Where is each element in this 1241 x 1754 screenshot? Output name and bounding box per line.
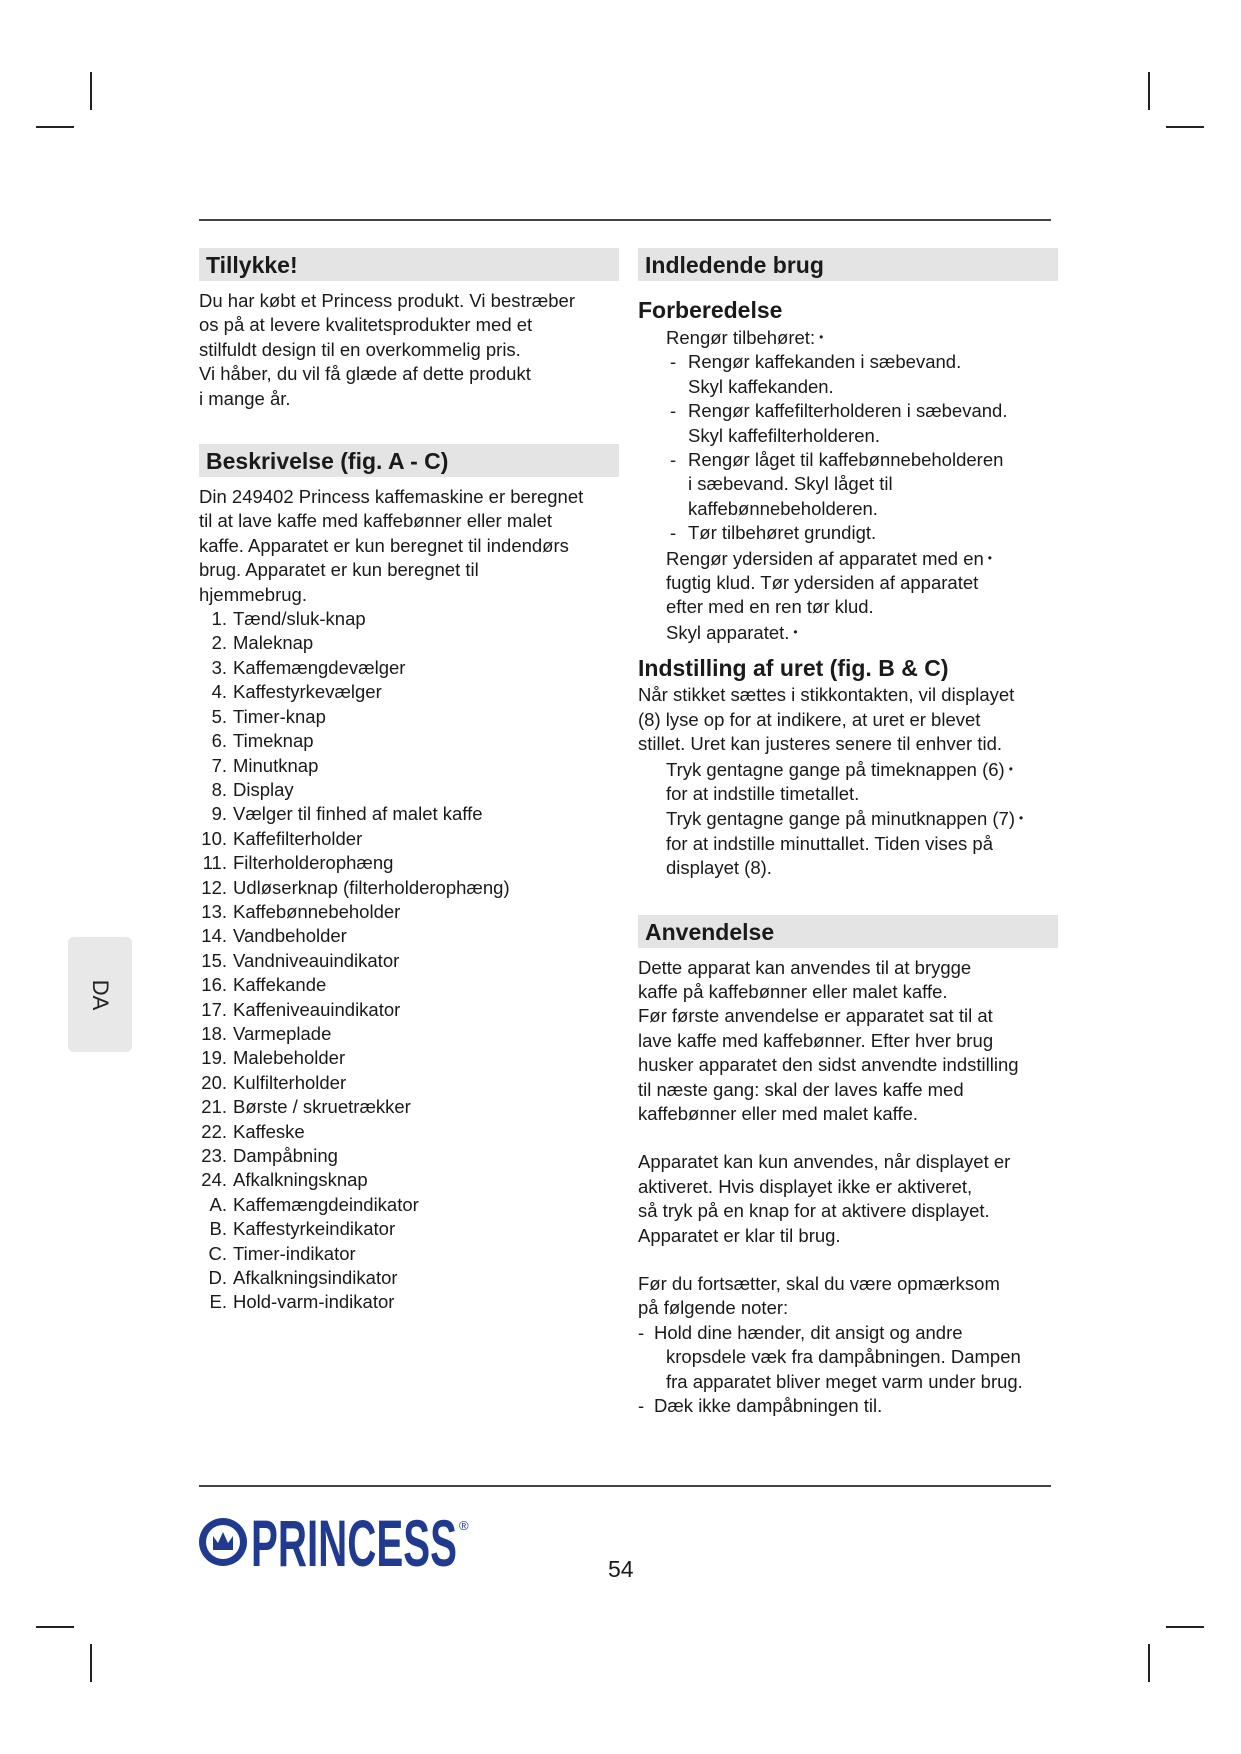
parts-list-text: Dampåbning	[233, 1145, 338, 1166]
parts-list-number: 18.	[201, 1022, 227, 1044]
parts-list-number: 24.	[201, 1169, 227, 1191]
parts-list-number: 17.	[201, 998, 227, 1020]
parts-list-number: 4.	[211, 681, 227, 703]
dash-list-item: i sæbevand. Skyl låget til	[688, 473, 893, 495]
use-heading: Anvendelse	[638, 915, 1058, 948]
parts-list-number: 22.	[201, 1120, 227, 1142]
parts-list-item	[199, 1022, 619, 1046]
parts-list-item	[199, 1071, 619, 1095]
dash-list-item: Skyl kaffekanden.	[688, 375, 834, 397]
parts-list-text: Filterholderophæng	[233, 852, 394, 874]
dash-list-item: - Tør tilbehøret grundigt.	[670, 522, 877, 544]
parts-list-item	[199, 802, 619, 826]
parts-list-item	[199, 729, 619, 753]
parts-list-number: C.	[208, 1242, 227, 1264]
parts-list-number: 21.	[201, 1096, 227, 1118]
description-heading: Beskrivelse (fig. A - C)	[199, 444, 619, 477]
clock-text: Når stikket sættes i stikkontakten, vil displayet	[638, 684, 1015, 706]
prep-line: fugtig klud. Tør ydersiden af apparatet	[666, 572, 979, 594]
parts-list-item	[199, 998, 619, 1022]
clock-step-2: Tryk gentagne gange på minutknappen (7) •	[666, 808, 1024, 830]
parts-list-number: 9.	[211, 803, 227, 825]
parts-list-item	[199, 656, 619, 680]
description-text: Din 249402 Princess kaffemaskine er beregnet til at lave kaffe med kaffebønner eller malet kaffe. Apparatet er kun beregnet til indendørs brug. Apparatet er kun beregnet til hjemmebrug.	[199, 486, 584, 605]
clock-step-1: Tryk gentagne gange på timeknappen (6) •	[666, 758, 1013, 780]
parts-list-text: Kaffestyrkevælger	[233, 681, 382, 703]
dash-list-item: Skyl kaffefilterholderen.	[688, 424, 880, 446]
parts-list-item	[199, 1266, 619, 1290]
parts-list-text: Kaffemængdevælger	[233, 656, 406, 678]
parts-list-number: 15.	[201, 949, 227, 971]
parts-list-text: Vandbeholder	[233, 925, 347, 947]
dash-list-item: - Rengør kaffekanden i sæbevand.	[670, 351, 962, 373]
prep-heading: Forberedelse	[638, 297, 783, 323]
parts-list-text: Display	[233, 778, 294, 800]
parts-list-number: D.	[208, 1267, 227, 1289]
parts-list-number: 20.	[201, 1071, 227, 1093]
parts-list-item	[199, 705, 619, 729]
parts-list-text: Vandniveauindikator	[233, 949, 400, 971]
parts-list-text: Børste / skruetrækker	[233, 1096, 411, 1118]
parts-list-item	[199, 827, 619, 851]
parts-list-text: Kaffefilterholder	[233, 827, 363, 849]
parts-list-text: Afkalkningsindikator	[233, 1267, 398, 1289]
parts-list-text: Kaffeniveauindikator	[233, 998, 401, 1020]
parts-list-text: Malebeholder	[233, 1047, 346, 1069]
parts-list-number: 1.	[211, 608, 227, 630]
use-notes	[638, 1321, 1058, 1419]
parts-list-item	[199, 631, 619, 655]
crop-mark	[90, 72, 92, 110]
parts-list-number: 11.	[202, 852, 227, 874]
parts-list-item	[199, 754, 619, 778]
crop-mark	[90, 1644, 92, 1682]
left-column	[199, 248, 619, 1315]
parts-list-item	[199, 851, 619, 875]
use-para-3: Før du fortsætter, skal du være opmærksom på følgende noter:	[638, 1273, 1000, 1319]
parts-list-item	[199, 1120, 619, 1144]
parts-list-number: 8.	[211, 778, 227, 800]
parts-list-number: 19.	[201, 1047, 227, 1069]
parts-list-item	[199, 1144, 619, 1168]
crop-mark	[1148, 1644, 1150, 1682]
parts-list-item	[199, 1217, 619, 1241]
language-tab-label: DA	[88, 979, 113, 1010]
parts-list-item	[199, 680, 619, 704]
parts-list-item	[199, 1290, 619, 1314]
parts-list-text: Afkalkningsknap	[233, 1169, 368, 1191]
dash-list-item: - Rengør låget til kaffebønnebeholderen	[670, 449, 1004, 471]
top-rule	[199, 219, 1051, 221]
parts-list-text: Maleknap	[233, 632, 314, 654]
princess-logo	[197, 1510, 477, 1574]
prep-line: Rengør ydersiden af apparatet med en •	[666, 547, 992, 569]
clock-heading: Indstilling af uret (fig. B & C)	[638, 655, 949, 682]
right-column	[638, 248, 1058, 1418]
parts-list-number: 16.	[201, 974, 227, 996]
parts-list-text: Timer-indikator	[233, 1242, 356, 1264]
crop-mark	[36, 126, 74, 128]
parts-list-text: Varmeplade	[233, 1022, 332, 1044]
brand-name: PRINCESS	[251, 1510, 457, 1574]
crop-mark	[1166, 126, 1204, 128]
parts-list-number: 14.	[201, 925, 227, 947]
parts-list-text: Kaffemængdeindikator	[233, 1193, 419, 1215]
parts-list-item	[199, 949, 619, 973]
use-para-2: Apparatet kan kun anvendes, når displayet er aktiveret. Hvis displayet ikke er aktiveret, så tryk på en knap for at aktivere displayet. Apparatet er klar til brug.	[638, 1151, 1011, 1246]
parts-list	[199, 607, 619, 1315]
parts-list-number: 7.	[211, 754, 227, 776]
prep-final: Skyl apparatet. •	[666, 621, 798, 643]
parts-list-item	[199, 1168, 619, 1192]
parts-list-text: Udløserknap (filterholderophæng)	[233, 876, 510, 898]
bottom-rule	[199, 1485, 1051, 1487]
parts-list-number: 2.	[211, 632, 227, 654]
parts-list-item	[199, 1046, 619, 1070]
crop-mark	[1148, 72, 1150, 110]
parts-list-item	[199, 1242, 619, 1266]
parts-list-text: Kaffekande	[233, 974, 327, 996]
dash-list-item: kaffebønnebeholderen.	[688, 497, 878, 519]
parts-list-text: Hold-varm-indikator	[233, 1291, 395, 1313]
clock-text: stillet. Uret kan justeres senere til enhver tid.	[638, 733, 1002, 755]
parts-list-text: Timer-knap	[233, 705, 326, 727]
prep-lead: Rengør tilbehøret: •	[666, 327, 824, 348]
crop-mark	[36, 1626, 74, 1628]
parts-list-text: Kaffeske	[233, 1120, 305, 1142]
page-number: 54	[608, 1556, 634, 1582]
brand-registered: ®	[459, 1518, 469, 1533]
parts-list-number: 6.	[211, 730, 227, 752]
parts-list-number: 10.	[201, 827, 227, 849]
parts-list-number: 3.	[211, 656, 227, 678]
parts-list-item	[199, 607, 619, 631]
clock-step-2: displayet (8).	[666, 857, 772, 879]
parts-list-text: Kaffebønnebeholder	[233, 900, 401, 922]
dash-list-item: - Rengør kaffefilterholderen i sæbevand.	[670, 400, 1008, 422]
note-item: kropsdele væk fra dampåbningen. Dampen	[666, 1346, 1021, 1368]
intro-heading: Indledende brug	[638, 248, 1058, 281]
prep-line: efter med en ren tør klud.	[666, 596, 874, 618]
parts-list-item	[199, 900, 619, 924]
parts-list-number: 12.	[201, 876, 227, 898]
congrats-text: Du har købt et Princess produkt. Vi bestræber os på at levere kvalitetsprodukter med et stilfuldt design til en overkommelig pris. Vi håber, du vil få glæde af dette produkt i mange år.	[199, 290, 575, 409]
parts-list-item	[199, 924, 619, 948]
language-tab	[68, 937, 132, 1052]
parts-list-item	[199, 1193, 619, 1217]
parts-list-number: B.	[209, 1218, 227, 1240]
parts-list-number: 23.	[201, 1145, 227, 1166]
note-item: fra apparatet bliver meget varm under brug.	[666, 1370, 1023, 1392]
note-item: - Hold dine hænder, dit ansigt og andre	[638, 1321, 963, 1343]
congrats-heading: Tillykke!	[199, 248, 619, 281]
use-para-1: Dette apparat kan anvendes til at brygge kaffe på kaffebønner eller malet kaffe. Før første anvendelse er apparatet sat til at lave kaffe med kaffebønner. Efter hver brug husker apparatet den sidst anvendte indstilling til næste gang: skal der laves kaffe med kaffebønner eller med malet kaffe.	[638, 956, 1019, 1124]
parts-list-item	[199, 973, 619, 997]
clock-text: (8) lyse op for at indikere, at uret er blevet	[638, 708, 981, 730]
parts-list-text: Tænd/sluk-knap	[233, 608, 366, 630]
crop-mark	[1166, 1626, 1204, 1628]
parts-list-text: Kulfilterholder	[233, 1071, 347, 1093]
parts-list-number: 13.	[201, 900, 227, 922]
parts-list-text: Minutknap	[233, 754, 319, 776]
parts-list-item	[199, 1095, 619, 1119]
parts-list-item	[199, 778, 619, 802]
parts-list-text: Timeknap	[233, 730, 314, 752]
parts-list-number: E.	[209, 1291, 227, 1313]
parts-list-text: Vælger til finhed af malet kaffe	[233, 803, 483, 825]
clock-step-2: for at indstille minuttallet. Tiden vises på	[666, 832, 993, 854]
parts-list-number: A.	[209, 1193, 227, 1215]
prep-dash-list	[638, 350, 1058, 545]
clock-step-1: for at indstille timetallet.	[666, 782, 860, 804]
note-item: - Dæk ikke dampåbningen til.	[638, 1395, 883, 1417]
parts-list-number: 5.	[211, 705, 227, 727]
parts-list-text: Kaffestyrkeindikator	[233, 1218, 396, 1240]
parts-list-item	[199, 876, 619, 900]
